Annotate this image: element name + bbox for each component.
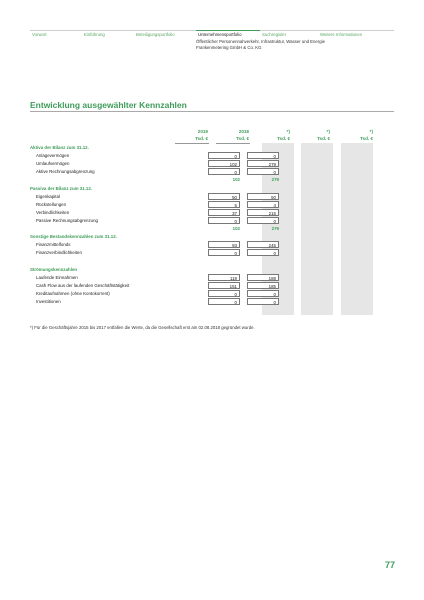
- value-2019: 0: [208, 290, 240, 297]
- value-2018: 279: [271, 177, 279, 183]
- value-2019: 37: [208, 209, 240, 216]
- row-label: Passive Rechnungsabgrenzung: [36, 217, 98, 223]
- column-unit: Tsd. €: [195, 136, 208, 141]
- row-label: Laufende Einnahmen: [36, 274, 78, 280]
- nav-item-einfuehrung[interactable]: [82, 30, 134, 38]
- value-2018: 215: [247, 209, 279, 216]
- nav-item-beteiligungsportfolio[interactable]: [134, 30, 196, 38]
- value-2019: 151: [208, 282, 240, 289]
- value-2019: 93: [208, 241, 240, 248]
- row-label: Passiva der Bilanz zum 31.12.: [30, 185, 92, 191]
- table-section-header: [30, 185, 394, 193]
- table-total-row: [30, 176, 394, 184]
- nav-item-suchregister[interactable]: [260, 30, 318, 38]
- top-navigation: [30, 30, 394, 38]
- value-2019: 0: [208, 298, 240, 305]
- column-unit: Tsd. €: [317, 136, 330, 141]
- table-row: [30, 160, 394, 168]
- table-row: [30, 209, 394, 217]
- column-unit: Tsd. €: [236, 136, 249, 141]
- column-year-footnoted: *): [286, 129, 290, 134]
- table-row: [30, 168, 394, 176]
- value-2019: 0: [208, 168, 240, 175]
- nav-item-vorwort[interactable]: [30, 30, 82, 38]
- value-2018: 0: [247, 168, 279, 175]
- row-label: Umlaufvermögen: [36, 161, 70, 167]
- row-label: Investitionen: [36, 298, 61, 304]
- value-2019: 0: [208, 152, 240, 159]
- value-2019: 119: [208, 274, 240, 281]
- page-number: 77: [385, 560, 396, 570]
- table-row: [30, 193, 394, 201]
- nav-label: Einführung: [84, 32, 105, 37]
- table-row: [30, 241, 394, 249]
- table-section-header: [30, 233, 394, 241]
- table-section-header: [30, 144, 394, 152]
- row-label: Aktive Rechnungsabgrenzung: [36, 169, 95, 175]
- table-row: [30, 282, 394, 290]
- row-label: Eigenkapital: [36, 193, 60, 199]
- value-2018: 185: [247, 282, 279, 289]
- nav-label: Vorwort: [32, 32, 47, 37]
- value-2018: 0: [247, 290, 279, 297]
- nav-item-weitere-informationen[interactable]: [318, 30, 394, 38]
- row-label: Finanzverbindlichkeiten: [36, 250, 82, 256]
- nav-label: Suchregister: [262, 32, 287, 37]
- org-category: Öffentlicher Personennahverkehr, Infrastruktur, Wasser und Energie: [196, 39, 325, 44]
- table-row: [30, 257, 394, 265]
- value-2018: 245: [247, 241, 279, 248]
- value-2019: 102: [232, 177, 240, 183]
- column-year-footnoted: *): [369, 129, 373, 134]
- column-year-2018: 2018: [238, 129, 249, 134]
- table-section-header: [30, 266, 394, 274]
- table-row: [30, 290, 394, 298]
- title-divider: [30, 111, 394, 112]
- table-row: [30, 274, 394, 282]
- nav-label: Unternehmensportfolio: [198, 32, 242, 37]
- column-unit: Tsd. €: [277, 136, 290, 141]
- value-2018: 279: [271, 226, 279, 231]
- row-label: Rückstellungen: [36, 201, 67, 207]
- value-2018: 0: [247, 298, 279, 305]
- value-2018: 0: [247, 152, 279, 159]
- organization-header: [196, 39, 325, 50]
- row-label: Sonstige Bestandskennzahlen zum 31.12.: [30, 234, 117, 240]
- row-label: Kreditaufnahmen (ohne Kontokorrent): [36, 290, 110, 296]
- table-row: [30, 217, 394, 225]
- nav-label: Beteiligungsportfolio: [136, 32, 175, 37]
- value-2018: 279: [247, 160, 279, 167]
- row-label: Aktiva der Bilanz zum 31.12.: [30, 145, 89, 150]
- value-2019: 0: [208, 217, 240, 224]
- value-2019: 102: [208, 160, 240, 167]
- table-row: [30, 249, 394, 257]
- value-2019: 102: [232, 226, 240, 231]
- table-row: [30, 201, 394, 209]
- org-name: Frankenmetering GmbH & Co. KG: [196, 44, 262, 50]
- value-2018: 50: [247, 193, 279, 200]
- nav-item-unternehmensportfolio[interactable]: [196, 30, 260, 38]
- row-label: Strömungskennzahlen: [30, 266, 78, 272]
- value-2018: 0: [247, 217, 279, 224]
- value-2018: 0: [247, 249, 279, 256]
- table-total-row: [30, 225, 394, 233]
- row-label: Finanzmittelfonds: [36, 242, 71, 248]
- footnote: *) Für die Geschäftsjahre 2015 bis 2017 entfallen die Werte, da die Gesellschaft erst am 02.08.2018 gegründet wurde.: [30, 325, 255, 330]
- column-year-footnoted: *): [326, 129, 330, 134]
- nav-label: Weitere Informationen: [320, 32, 363, 37]
- value-2019: 0: [208, 249, 240, 256]
- row-label: Cash Flow aus der laufenden Geschäftstätigkeit: [36, 282, 130, 288]
- table-row: [30, 298, 394, 306]
- section-title: Entwicklung ausgewählter Kennzahlen: [30, 100, 187, 110]
- row-label: Anlagevermögen: [36, 153, 70, 159]
- column-year-2019: 2019: [197, 129, 208, 134]
- value-2019: 5: [208, 201, 240, 208]
- value-2019: 50: [208, 193, 240, 200]
- table-row: [30, 152, 394, 160]
- value-2018: 188: [247, 274, 279, 281]
- value-2018: 4: [247, 201, 279, 208]
- row-label: Verbindlichkeiten: [36, 209, 70, 215]
- column-unit: Tsd. €: [360, 136, 373, 141]
